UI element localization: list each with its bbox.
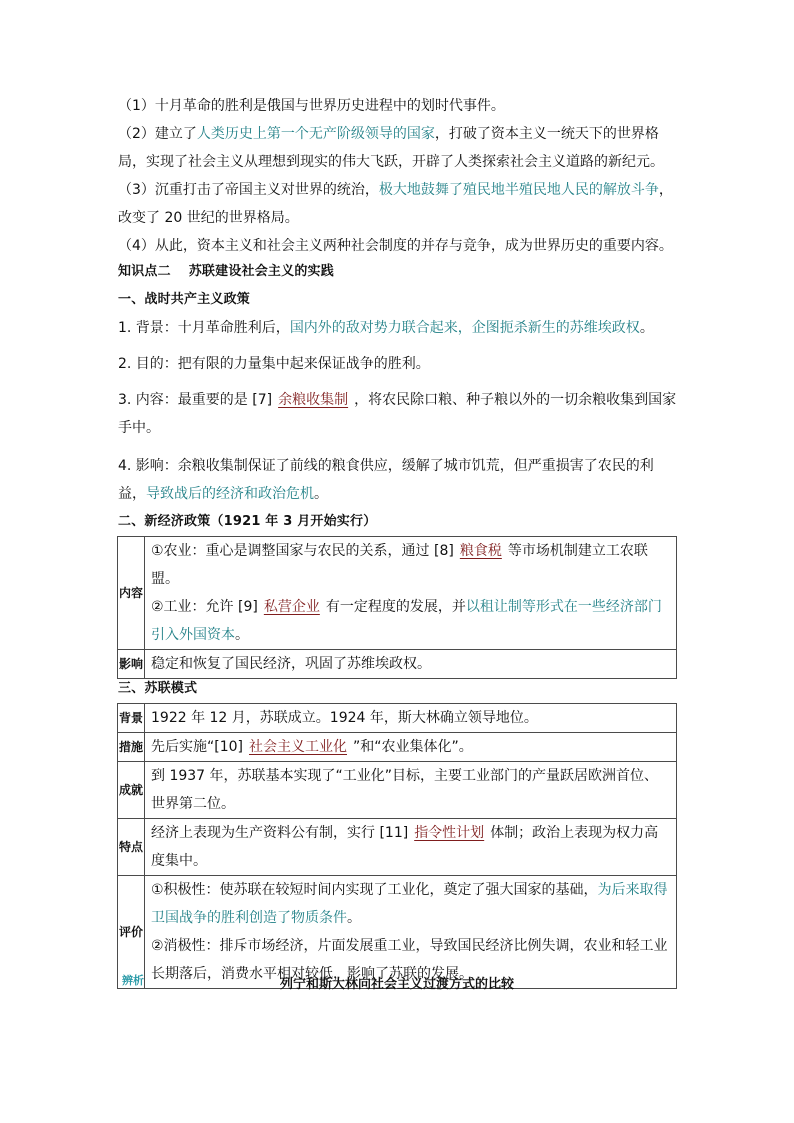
war-communism-background: 1. 背景：十月革命胜利后，国内外的敌对势力联合起来，企图扼杀新生的苏维埃政权。	[118, 320, 654, 336]
answer-11: 指令性计划	[414, 825, 485, 841]
war-communism-content: 3. 内容：最重要的是 [7] 余粮收集制 ，将农民除口粮、种子粮以外的一切余粮收集到国家手中。	[118, 392, 677, 436]
war-communism-impact: 4. 影响：余粮收集制保证了前线的粮食供应，缓解了城市饥荒，但严重损害了农民的利益，导致战后的经济和政治危机。	[118, 458, 654, 502]
evaluation-positive: ①积极性：使苏联在较短时间内实现了工业化，奠定了强大国家的基础，为后来取得卫国战争的胜利创造了物质条件。	[151, 882, 668, 926]
analysis-tag: 辨析	[122, 974, 144, 987]
nep-cell-impact: 稳定和恢复了国民经济，巩固了苏维埃政权。	[145, 650, 677, 679]
nep-table	[117, 536, 677, 679]
nep-label-content: 内容	[118, 537, 145, 650]
soviet-row-achievement	[118, 762, 677, 819]
soviet-cell-achievement: 到 1937 年，苏联基本实现了“工业化”目标，主要工业部门的产量跃居欧洲首位、世界第二位。	[145, 762, 677, 819]
knowledge-point-title: 知识点二 苏联建设社会主义的实践	[118, 264, 334, 279]
soviet-label-background: 背景	[118, 704, 145, 733]
nep-label-impact: 影响	[118, 650, 145, 679]
answer-9: 私营企业	[263, 599, 320, 615]
soviet-cell-evaluation	[145, 876, 677, 989]
answer-7: 余粮收集制	[278, 392, 349, 408]
nep-title: 二、新经济政策（1921 年 3 月开始实行）	[118, 514, 377, 529]
soviet-row-features	[118, 819, 677, 876]
soviet-model-title: 三、苏联模式	[118, 681, 198, 696]
soviet-model-table	[117, 703, 677, 989]
soviet-row-evaluation	[118, 876, 677, 989]
soviet-row-measures	[118, 733, 677, 762]
soviet-cell-features: 经济上表现为生产资料公有制，实行 [11] 指令性计划 体制；政治上表现为权力高度集中。	[145, 819, 677, 876]
answer-10: 社会主义工业化	[249, 739, 347, 755]
nep-row-content	[118, 537, 677, 650]
soviet-label-features: 特点	[118, 819, 145, 876]
soviet-cell-background: 1922 年 12 月，苏联成立。1924 年，斯大林确立领导地位。	[145, 704, 677, 733]
soviet-label-measures: 措施	[118, 733, 145, 762]
evaluation-negative: ②消极性：排斥市场经济，片面发展重工业，导致国民经济比例失调，农业和轻工业长期落后，消费水平相对较低，影响了苏联的发展。	[151, 938, 668, 982]
soviet-label-evaluation: 评价	[118, 876, 145, 989]
comparison-title: 列宁和斯大林向社会主义过渡方式的比较	[279, 977, 514, 992]
list-item-1: （1）十月革命的胜利是俄国与世界历史进程中的划时代事件。	[118, 98, 505, 114]
nep-cell-content	[145, 537, 677, 650]
nep-industry: ②工业：允许 [9] 私营企业 有一定程度的发展，并以租让制等形式在一些经济部门引入外国资本。	[151, 599, 662, 643]
list-item-2: （2）建立了人类历史上第一个无产阶级领导的国家，打破了资本主义一统天下的世界格局，实现了社会主义从理想到现实的伟大飞跃，开辟了人类探索社会主义道路的新纪元。	[118, 126, 664, 170]
nep-agriculture: ①农业：重心是调整国家与农民的关系，通过 [8] 粮食税 等市场机制建立工农联盟。	[151, 543, 648, 587]
list-item-3: （3）沉重打击了帝国主义对世界的统治，极大地鼓舞了殖民地半殖民地人民的解放斗争，改变了 20 世纪的世界格局。	[118, 182, 673, 226]
soviet-row-background	[118, 704, 677, 733]
war-communism-title: 一、战时共产主义政策	[118, 292, 251, 307]
soviet-label-achievement: 成就	[118, 762, 145, 819]
list-item-4: （4）从此，资本主义和社会主义两种社会制度的并存与竞争，成为世界历史的重要内容。	[118, 238, 673, 254]
soviet-cell-measures: 先后实施“[10] 社会主义工业化 ”和“农业集体化”。	[145, 733, 677, 762]
war-communism-goal: 2. 目的：把有限的力量集中起来保证战争的胜利。	[118, 356, 430, 372]
answer-8: 粮食税	[459, 543, 502, 559]
